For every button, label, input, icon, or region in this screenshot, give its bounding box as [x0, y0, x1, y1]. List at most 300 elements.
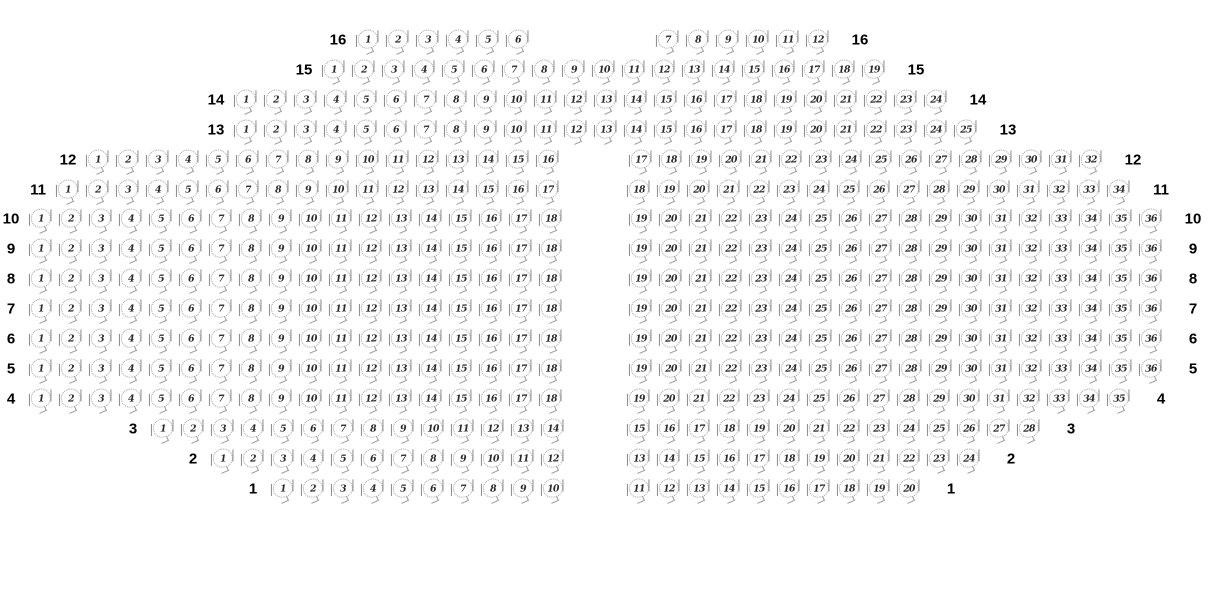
seat[interactable]	[357, 207, 385, 233]
seat[interactable]	[27, 237, 55, 263]
seat[interactable]	[234, 177, 262, 203]
seat[interactable]	[687, 207, 715, 233]
seat[interactable]	[712, 87, 740, 113]
seat[interactable]	[327, 356, 355, 382]
seat[interactable]	[504, 177, 532, 203]
seat[interactable]	[865, 177, 893, 203]
seat[interactable]	[149, 416, 177, 442]
seat[interactable]	[509, 446, 537, 472]
seat[interactable]	[715, 416, 743, 442]
seat[interactable]	[895, 386, 923, 412]
seat[interactable]	[622, 87, 650, 113]
seat[interactable]	[269, 476, 297, 502]
seat[interactable]	[479, 476, 507, 502]
seat[interactable]	[267, 296, 295, 322]
seat[interactable]	[537, 386, 565, 412]
seat[interactable]	[297, 237, 325, 263]
seat[interactable]	[1017, 147, 1045, 173]
seat[interactable]	[744, 27, 772, 53]
seat[interactable]	[1077, 356, 1105, 382]
seat[interactable]	[387, 356, 415, 382]
seat[interactable]	[539, 476, 567, 502]
seat[interactable]	[87, 237, 115, 263]
seat[interactable]	[504, 147, 532, 173]
seat[interactable]	[114, 147, 142, 173]
seat[interactable]	[507, 356, 535, 382]
seat[interactable]	[449, 416, 477, 442]
seat[interactable]	[502, 87, 530, 113]
seat[interactable]	[717, 237, 745, 263]
seat[interactable]	[805, 446, 833, 472]
seat[interactable]	[805, 177, 833, 203]
seat[interactable]	[474, 177, 502, 203]
seat[interactable]	[682, 117, 710, 143]
seat[interactable]	[299, 446, 327, 472]
seat[interactable]	[777, 207, 805, 233]
seat[interactable]	[389, 476, 417, 502]
seat[interactable]	[832, 87, 860, 113]
seat[interactable]	[775, 476, 803, 502]
seat[interactable]	[27, 326, 55, 352]
seat[interactable]	[57, 386, 85, 412]
seat[interactable]	[57, 326, 85, 352]
seat[interactable]	[387, 296, 415, 322]
seat[interactable]	[862, 117, 890, 143]
seat[interactable]	[537, 266, 565, 292]
seat[interactable]	[655, 416, 683, 442]
seat[interactable]	[267, 326, 295, 352]
seat[interactable]	[449, 446, 477, 472]
seat[interactable]	[897, 326, 925, 352]
seat[interactable]	[832, 117, 860, 143]
seat[interactable]	[27, 356, 55, 382]
seat[interactable]	[777, 356, 805, 382]
seat[interactable]	[837, 266, 865, 292]
seat[interactable]	[387, 207, 415, 233]
seat[interactable]	[747, 147, 775, 173]
seat[interactable]	[835, 416, 863, 442]
seat[interactable]	[957, 147, 985, 173]
seat[interactable]	[805, 386, 833, 412]
seat[interactable]	[507, 207, 535, 233]
seat[interactable]	[84, 147, 112, 173]
seat[interactable]	[774, 27, 802, 53]
seat[interactable]	[955, 446, 983, 472]
seat[interactable]	[684, 27, 712, 53]
seat[interactable]	[987, 207, 1015, 233]
seat[interactable]	[117, 266, 145, 292]
seat[interactable]	[627, 237, 655, 263]
seat[interactable]	[837, 296, 865, 322]
seat[interactable]	[474, 27, 502, 53]
seat[interactable]	[627, 326, 655, 352]
seat[interactable]	[620, 57, 648, 83]
seat[interactable]	[322, 87, 350, 113]
seat[interactable]	[384, 27, 412, 53]
seat[interactable]	[777, 326, 805, 352]
seat[interactable]	[805, 476, 833, 502]
seat[interactable]	[657, 147, 685, 173]
seat[interactable]	[147, 237, 175, 263]
seat[interactable]	[447, 266, 475, 292]
seat[interactable]	[297, 266, 325, 292]
seat[interactable]	[537, 356, 565, 382]
seat[interactable]	[1137, 237, 1165, 263]
seat[interactable]	[925, 386, 953, 412]
seat[interactable]	[532, 117, 560, 143]
seat[interactable]	[237, 326, 265, 352]
seat[interactable]	[1015, 386, 1043, 412]
seat[interactable]	[382, 117, 410, 143]
seat[interactable]	[479, 446, 507, 472]
seat[interactable]	[747, 356, 775, 382]
seat[interactable]	[1017, 266, 1045, 292]
seat[interactable]	[470, 57, 498, 83]
seat[interactable]	[117, 326, 145, 352]
seat[interactable]	[1077, 296, 1105, 322]
seat[interactable]	[419, 476, 447, 502]
seat[interactable]	[715, 446, 743, 472]
seat[interactable]	[147, 207, 175, 233]
seat[interactable]	[387, 237, 415, 263]
seat[interactable]	[652, 117, 680, 143]
seat[interactable]	[384, 147, 412, 173]
seat[interactable]	[865, 416, 893, 442]
seat[interactable]	[147, 296, 175, 322]
seat[interactable]	[57, 296, 85, 322]
seat[interactable]	[412, 117, 440, 143]
seat[interactable]	[687, 296, 715, 322]
seat[interactable]	[440, 57, 468, 83]
seat[interactable]	[389, 446, 417, 472]
seat[interactable]	[417, 356, 445, 382]
seat[interactable]	[745, 416, 773, 442]
seat[interactable]	[27, 266, 55, 292]
seat[interactable]	[534, 177, 562, 203]
seat[interactable]	[57, 356, 85, 382]
seat[interactable]	[867, 147, 895, 173]
seat[interactable]	[655, 386, 683, 412]
seat[interactable]	[472, 87, 500, 113]
seat[interactable]	[1015, 177, 1043, 203]
seat[interactable]	[625, 476, 653, 502]
seat[interactable]	[357, 326, 385, 352]
seat[interactable]	[204, 177, 232, 203]
seat[interactable]	[177, 356, 205, 382]
seat[interactable]	[892, 117, 920, 143]
seat[interactable]	[444, 177, 472, 203]
seat[interactable]	[297, 207, 325, 233]
seat[interactable]	[837, 207, 865, 233]
seat[interactable]	[1017, 207, 1045, 233]
seat[interactable]	[267, 266, 295, 292]
seat[interactable]	[807, 237, 835, 263]
seat[interactable]	[830, 57, 858, 83]
seat[interactable]	[1107, 237, 1135, 263]
seat[interactable]	[775, 177, 803, 203]
seat[interactable]	[57, 237, 85, 263]
seat[interactable]	[655, 446, 683, 472]
seat[interactable]	[117, 386, 145, 412]
seat[interactable]	[207, 207, 235, 233]
seat[interactable]	[654, 27, 682, 53]
seat[interactable]	[987, 266, 1015, 292]
seat[interactable]	[239, 446, 267, 472]
seat[interactable]	[1047, 266, 1075, 292]
seat[interactable]	[807, 207, 835, 233]
seat[interactable]	[680, 57, 708, 83]
seat[interactable]	[717, 296, 745, 322]
seat[interactable]	[657, 266, 685, 292]
seat[interactable]	[447, 386, 475, 412]
seat[interactable]	[237, 266, 265, 292]
seat[interactable]	[622, 117, 650, 143]
seat[interactable]	[292, 87, 320, 113]
seat[interactable]	[1047, 237, 1075, 263]
seat[interactable]	[537, 296, 565, 322]
seat[interactable]	[207, 237, 235, 263]
seat[interactable]	[657, 326, 685, 352]
seat[interactable]	[1047, 296, 1075, 322]
seat[interactable]	[237, 386, 265, 412]
seat[interactable]	[837, 326, 865, 352]
seat[interactable]	[539, 446, 567, 472]
seat[interactable]	[922, 117, 950, 143]
seat[interactable]	[207, 386, 235, 412]
seat[interactable]	[627, 296, 655, 322]
seat[interactable]	[117, 356, 145, 382]
seat[interactable]	[807, 266, 835, 292]
seat[interactable]	[177, 296, 205, 322]
seat[interactable]	[775, 386, 803, 412]
seat[interactable]	[237, 296, 265, 322]
seat[interactable]	[655, 476, 683, 502]
seat[interactable]	[412, 87, 440, 113]
seat[interactable]	[232, 87, 260, 113]
seat[interactable]	[350, 57, 378, 83]
seat[interactable]	[927, 296, 955, 322]
seat[interactable]	[835, 386, 863, 412]
seat[interactable]	[1107, 356, 1135, 382]
seat[interactable]	[985, 177, 1013, 203]
seat[interactable]	[687, 326, 715, 352]
seat[interactable]	[657, 207, 685, 233]
seat[interactable]	[357, 296, 385, 322]
seat[interactable]	[444, 147, 472, 173]
seat[interactable]	[957, 207, 985, 233]
seat[interactable]	[715, 386, 743, 412]
seat[interactable]	[477, 296, 505, 322]
seat[interactable]	[927, 147, 955, 173]
seat[interactable]	[1077, 207, 1105, 233]
seat[interactable]	[560, 57, 588, 83]
seat[interactable]	[685, 416, 713, 442]
seat[interactable]	[867, 296, 895, 322]
seat[interactable]	[417, 237, 445, 263]
seat[interactable]	[507, 296, 535, 322]
seat[interactable]	[267, 386, 295, 412]
seat[interactable]	[1137, 356, 1165, 382]
seat[interactable]	[447, 296, 475, 322]
seat[interactable]	[442, 117, 470, 143]
seat[interactable]	[352, 117, 380, 143]
seat[interactable]	[114, 177, 142, 203]
seat[interactable]	[775, 416, 803, 442]
seat[interactable]	[297, 356, 325, 382]
seat[interactable]	[592, 117, 620, 143]
seat[interactable]	[387, 326, 415, 352]
seat[interactable]	[627, 147, 655, 173]
seat[interactable]	[207, 356, 235, 382]
seat[interactable]	[294, 177, 322, 203]
seat[interactable]	[927, 266, 955, 292]
seat[interactable]	[1137, 207, 1165, 233]
seat[interactable]	[747, 207, 775, 233]
seat[interactable]	[897, 296, 925, 322]
seat[interactable]	[837, 356, 865, 382]
seat[interactable]	[507, 326, 535, 352]
seat[interactable]	[324, 177, 352, 203]
seat[interactable]	[927, 326, 955, 352]
seat[interactable]	[144, 177, 172, 203]
seat[interactable]	[299, 416, 327, 442]
seat[interactable]	[447, 237, 475, 263]
seat[interactable]	[357, 237, 385, 263]
seat[interactable]	[685, 177, 713, 203]
seat[interactable]	[777, 296, 805, 322]
seat[interactable]	[177, 237, 205, 263]
seat[interactable]	[27, 386, 55, 412]
seat[interactable]	[442, 87, 470, 113]
seat[interactable]	[807, 356, 835, 382]
seat[interactable]	[147, 356, 175, 382]
seat[interactable]	[1107, 207, 1135, 233]
seat[interactable]	[922, 87, 950, 113]
seat[interactable]	[867, 266, 895, 292]
seat[interactable]	[1105, 177, 1133, 203]
seat[interactable]	[414, 147, 442, 173]
seat[interactable]	[327, 326, 355, 352]
seat[interactable]	[927, 237, 955, 263]
seat[interactable]	[897, 207, 925, 233]
seat[interactable]	[714, 27, 742, 53]
seat[interactable]	[419, 446, 447, 472]
seat[interactable]	[264, 177, 292, 203]
seat[interactable]	[957, 296, 985, 322]
seat[interactable]	[297, 386, 325, 412]
seat[interactable]	[717, 147, 745, 173]
seat[interactable]	[477, 237, 505, 263]
seat[interactable]	[897, 147, 925, 173]
seat[interactable]	[800, 57, 828, 83]
seat[interactable]	[952, 117, 980, 143]
seat[interactable]	[264, 147, 292, 173]
seat[interactable]	[477, 356, 505, 382]
seat[interactable]	[1077, 147, 1105, 173]
seat[interactable]	[895, 177, 923, 203]
seat[interactable]	[27, 296, 55, 322]
seat[interactable]	[955, 386, 983, 412]
seat[interactable]	[685, 386, 713, 412]
seat[interactable]	[865, 446, 893, 472]
seat[interactable]	[324, 147, 352, 173]
seat[interactable]	[297, 326, 325, 352]
seat[interactable]	[387, 266, 415, 292]
seat[interactable]	[745, 446, 773, 472]
seat[interactable]	[417, 326, 445, 352]
seat[interactable]	[747, 296, 775, 322]
seat[interactable]	[380, 57, 408, 83]
seat[interactable]	[269, 416, 297, 442]
seat[interactable]	[479, 416, 507, 442]
seat[interactable]	[740, 57, 768, 83]
seat[interactable]	[537, 207, 565, 233]
seat[interactable]	[1047, 147, 1075, 173]
seat[interactable]	[1105, 386, 1133, 412]
seat[interactable]	[687, 266, 715, 292]
seat[interactable]	[87, 207, 115, 233]
seat[interactable]	[207, 326, 235, 352]
seat[interactable]	[177, 207, 205, 233]
seat[interactable]	[359, 476, 387, 502]
seat[interactable]	[655, 177, 683, 203]
seat[interactable]	[417, 386, 445, 412]
seat[interactable]	[652, 87, 680, 113]
seat[interactable]	[417, 296, 445, 322]
seat[interactable]	[509, 416, 537, 442]
seat[interactable]	[925, 416, 953, 442]
seat[interactable]	[294, 147, 322, 173]
seat[interactable]	[534, 147, 562, 173]
seat[interactable]	[502, 117, 530, 143]
seat[interactable]	[802, 87, 830, 113]
seat[interactable]	[477, 266, 505, 292]
seat[interactable]	[209, 446, 237, 472]
seat[interactable]	[207, 266, 235, 292]
seat[interactable]	[865, 476, 893, 502]
seat[interactable]	[657, 237, 685, 263]
seat[interactable]	[777, 147, 805, 173]
seat[interactable]	[925, 446, 953, 472]
seat[interactable]	[717, 266, 745, 292]
seat[interactable]	[537, 326, 565, 352]
seat[interactable]	[987, 356, 1015, 382]
seat[interactable]	[509, 476, 537, 502]
seat[interactable]	[627, 207, 655, 233]
seat[interactable]	[867, 326, 895, 352]
seat[interactable]	[1077, 237, 1105, 263]
seat[interactable]	[807, 147, 835, 173]
seat[interactable]	[474, 147, 502, 173]
seat[interactable]	[327, 207, 355, 233]
seat[interactable]	[745, 386, 773, 412]
seat[interactable]	[715, 476, 743, 502]
seat[interactable]	[179, 416, 207, 442]
seat[interactable]	[387, 386, 415, 412]
seat[interactable]	[927, 207, 955, 233]
seat[interactable]	[354, 177, 382, 203]
seat[interactable]	[957, 356, 985, 382]
seat[interactable]	[472, 117, 500, 143]
seat[interactable]	[87, 326, 115, 352]
seat[interactable]	[267, 237, 295, 263]
seat[interactable]	[1107, 326, 1135, 352]
seat[interactable]	[987, 237, 1015, 263]
seat[interactable]	[87, 296, 115, 322]
seat[interactable]	[627, 266, 655, 292]
seat[interactable]	[717, 326, 745, 352]
seat[interactable]	[444, 27, 472, 53]
